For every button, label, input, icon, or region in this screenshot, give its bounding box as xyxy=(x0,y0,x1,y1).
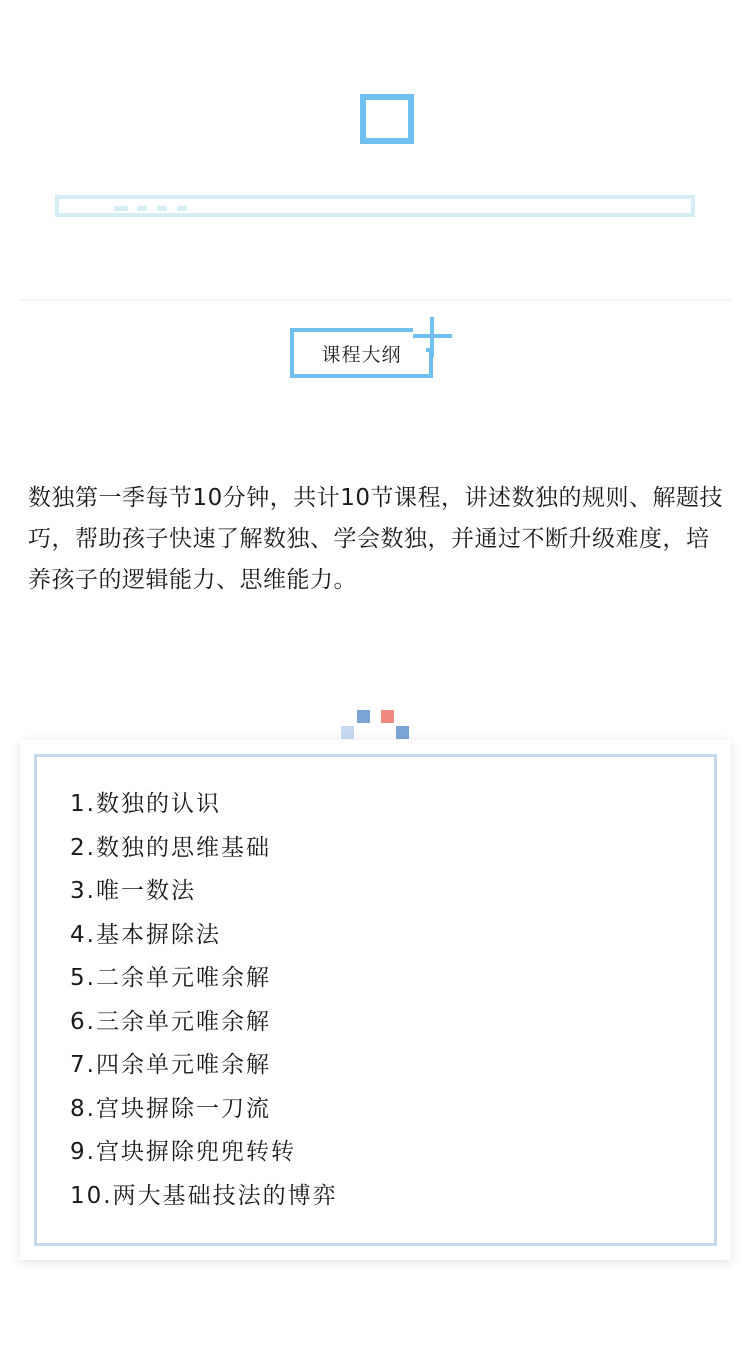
list-item: 5.二余单元唯余解 xyxy=(70,965,271,991)
section-title: 课程大纲 xyxy=(321,343,402,366)
list-item: 8.宫块摒除一刀流 xyxy=(70,1095,271,1122)
plus-icon-tail xyxy=(426,348,434,352)
divider xyxy=(18,299,732,301)
list-item: 6.三余单元唯余解 xyxy=(70,1008,271,1035)
course-outline-list xyxy=(70,783,338,1218)
list-item: 9.宫块摒除兜兜转转 xyxy=(70,1139,296,1165)
plus-icon-bar xyxy=(413,334,452,338)
decorative-bar xyxy=(55,195,695,217)
list-item: 7.四余单元唯余解 xyxy=(70,1052,271,1078)
section-title-box xyxy=(290,328,433,378)
list-item: 3.唯一数法 xyxy=(70,878,196,904)
list-item: 4.基本摒除法 xyxy=(70,921,221,948)
decorative-square-icon xyxy=(360,94,414,144)
intro-paragraph: 数独第一季每节10分钟，共计10节课程，讲述数独的规则、解题技巧，帮助孩子快速了解数独、学会数独，并通过不断升级难度，培养孩子的逻辑能力、思维能力。 xyxy=(28,485,724,593)
list-item: 1.数独的认识 xyxy=(70,791,221,817)
list-item: 10.两大基础技法的博弈 xyxy=(70,1182,338,1209)
list-item: 2.数独的思维基础 xyxy=(70,834,271,861)
